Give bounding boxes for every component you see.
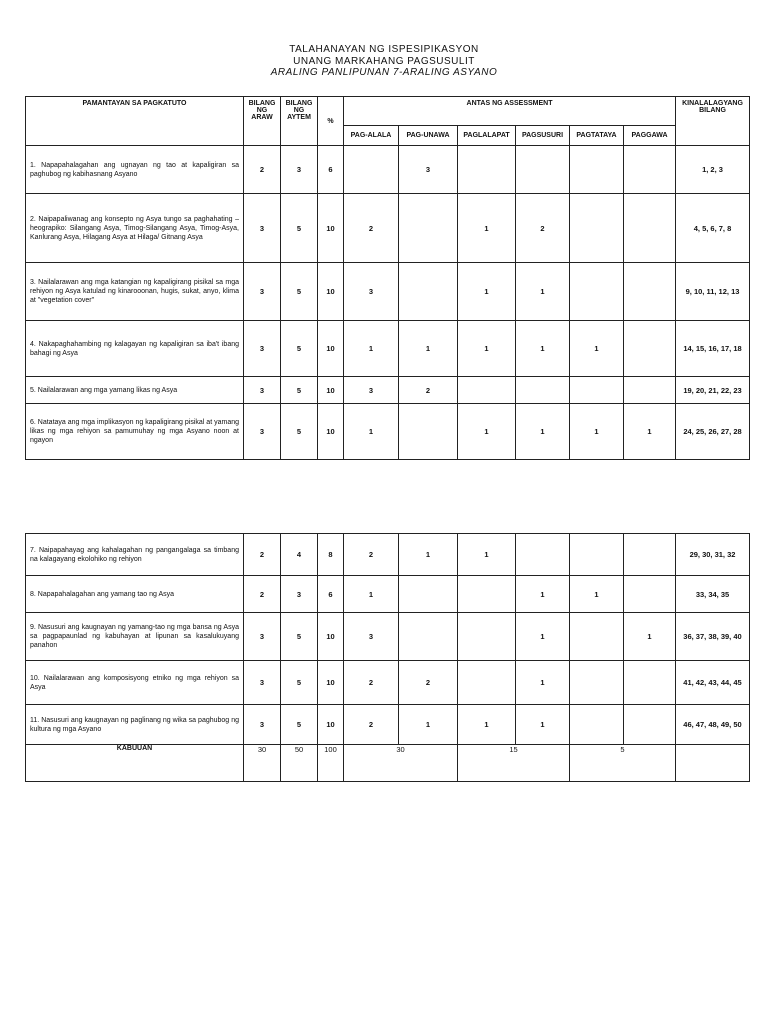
items-cell: 5	[281, 404, 318, 460]
days-cell: 3	[244, 263, 281, 321]
placement-cell: 41, 42, 43, 44, 45	[676, 661, 750, 705]
level-cell: 1	[516, 705, 570, 745]
percent-cell: 10	[318, 377, 344, 404]
table-row	[26, 194, 750, 263]
total-items: 50	[281, 745, 318, 782]
total-label: KABUUAN	[26, 745, 244, 782]
course-title: ARALING PANLIPUNAN 7-ARALING ASYANO	[270, 67, 498, 78]
percent-cell: 10	[318, 321, 344, 377]
level-cell: 1	[458, 404, 516, 460]
competency-cell: 7. Naipapahayag ang kahalagahan ng pangangalaga sa timbang na kalagayang ekolohiko ng rehiyon	[26, 534, 244, 576]
level-cell	[399, 194, 458, 263]
specification-table-part-2	[25, 533, 750, 782]
total-group-evaluate-create: 5	[570, 745, 676, 782]
items-cell: 5	[281, 661, 318, 705]
col-header-competency: PAMANTAYAN SA PAGKATUTO	[26, 97, 244, 146]
level-cell	[458, 146, 516, 194]
level-cell	[458, 576, 516, 613]
level-cell	[624, 146, 676, 194]
level-cell: 1	[458, 534, 516, 576]
table-row	[26, 661, 750, 705]
level-cell	[458, 661, 516, 705]
placement-cell: 14, 15, 16, 17, 18	[676, 321, 750, 377]
percent-cell: 10	[318, 194, 344, 263]
table-row	[26, 146, 750, 194]
document-header	[0, 44, 768, 79]
level-cell	[570, 613, 624, 661]
level-cell	[570, 534, 624, 576]
competency-cell: 1. Napapahalagahan ang ugnayan ng tao at kapaligiran sa paghubog ng kabihasnang Asyano	[26, 146, 244, 194]
days-cell: 3	[244, 705, 281, 745]
level-cell: 1	[458, 194, 516, 263]
level-cell: 1	[344, 404, 399, 460]
level-header: PAGTATAYA	[570, 126, 624, 146]
percent-cell: 6	[318, 576, 344, 613]
level-cell: 1	[516, 404, 570, 460]
level-header: PAGGAWA	[624, 126, 676, 146]
level-cell	[624, 377, 676, 404]
total-percent: 100	[318, 745, 344, 782]
level-cell	[399, 404, 458, 460]
document-title: TALAHANAYAN NG ISPESIPIKASYON	[289, 44, 479, 55]
level-header: PAGSUSURI	[516, 126, 570, 146]
competency-cell: 4. Nakapaghahambing ng kalagayan ng kapaligiran sa iba't ibang bahagi ng Asya	[26, 321, 244, 377]
level-cell	[399, 576, 458, 613]
table-row	[26, 404, 750, 460]
placement-cell: 46, 47, 48, 49, 50	[676, 705, 750, 745]
total-row	[26, 745, 750, 782]
level-cell: 1	[624, 613, 676, 661]
percent-cell: 10	[318, 613, 344, 661]
level-cell: 1	[516, 613, 570, 661]
document-subtitle: UNANG MARKAHANG PAGSUSULIT	[293, 55, 475, 67]
percent-cell: 8	[318, 534, 344, 576]
level-cell	[516, 534, 570, 576]
level-cell	[516, 377, 570, 404]
level-cell: 1	[458, 263, 516, 321]
table-row	[26, 263, 750, 321]
percent-cell: 6	[318, 146, 344, 194]
col-header-days: BILANG NG ARAW	[244, 97, 281, 146]
level-cell: 1	[516, 576, 570, 613]
level-cell: 2	[344, 534, 399, 576]
level-cell	[570, 705, 624, 745]
competency-cell: 6. Natataya ang mga implikasyon ng kapaligirang pisikal at yamang likas ng mga rehiyon sa pamumuhay ng mga Asyano noon at ngayon	[26, 404, 244, 460]
level-cell	[624, 576, 676, 613]
level-cell	[458, 377, 516, 404]
days-cell: 3	[244, 404, 281, 460]
level-cell: 1	[570, 404, 624, 460]
days-cell: 3	[244, 194, 281, 263]
placement-cell: 36, 37, 38, 39, 40	[676, 613, 750, 661]
level-cell	[624, 194, 676, 263]
level-cell: 2	[399, 661, 458, 705]
total-group-apply-analyze: 15	[458, 745, 570, 782]
items-cell: 4	[281, 534, 318, 576]
days-cell: 2	[244, 576, 281, 613]
days-cell: 3	[244, 377, 281, 404]
percent-cell: 10	[318, 661, 344, 705]
days-cell: 2	[244, 534, 281, 576]
placement-cell: 29, 30, 31, 32	[676, 534, 750, 576]
total-days: 30	[244, 745, 281, 782]
table-row	[26, 534, 750, 576]
table-row	[26, 321, 750, 377]
level-cell	[399, 263, 458, 321]
level-header: PAG-UNAWA	[399, 126, 458, 146]
level-cell	[624, 534, 676, 576]
col-header-assessment: ANTAS NG ASSESSMENT	[344, 97, 676, 126]
competency-cell: 11. Nasusuri ang kaugnayan ng paglinang ng wika sa paghubog ng kultura ng mga Asyano	[26, 705, 244, 745]
level-cell: 1	[570, 576, 624, 613]
level-cell: 2	[344, 661, 399, 705]
level-cell: 1	[516, 661, 570, 705]
days-cell: 3	[244, 613, 281, 661]
total-placement-empty	[676, 745, 750, 782]
percent-cell: 10	[318, 404, 344, 460]
level-cell	[570, 377, 624, 404]
items-cell: 5	[281, 613, 318, 661]
level-cell	[458, 613, 516, 661]
level-cell	[624, 705, 676, 745]
specification-table-part-1	[25, 96, 750, 460]
days-cell: 3	[244, 661, 281, 705]
percent-cell: 10	[318, 705, 344, 745]
level-cell: 1	[570, 321, 624, 377]
level-cell	[344, 146, 399, 194]
level-header: PAG-ALALA	[344, 126, 399, 146]
items-cell: 5	[281, 263, 318, 321]
col-header-placement: KINALALAGYANG BILANG	[676, 97, 750, 146]
level-cell: 1	[516, 263, 570, 321]
level-cell	[624, 263, 676, 321]
level-cell	[570, 661, 624, 705]
level-header: PAGLALAPAT	[458, 126, 516, 146]
placement-cell: 1, 2, 3	[676, 146, 750, 194]
placement-cell: 33, 34, 35	[676, 576, 750, 613]
level-cell	[624, 321, 676, 377]
competency-cell: 2. Naipapaliwanag ang konsepto ng Asya tungo sa paghahating –heograpiko: Silangang Asya, Timog-Silangang Asya, Timog-Asya, Kanlurang Asya, Hilagang Asya at Hilaga/ Gitnang Asya	[26, 194, 244, 263]
level-cell: 1	[399, 534, 458, 576]
level-cell: 3	[344, 263, 399, 321]
competency-cell: 9. Nasusuri ang kaugnayan ng yamang-tao ng mga bansa ng Asya sa pagpapaunlad ng kabuhayan at lipunan sa kasalukuyang panahon	[26, 613, 244, 661]
level-cell: 1	[458, 321, 516, 377]
level-cell: 1	[344, 576, 399, 613]
level-cell: 2	[399, 377, 458, 404]
items-cell: 5	[281, 377, 318, 404]
table-row	[26, 377, 750, 404]
level-cell	[624, 661, 676, 705]
col-header-percent: %	[318, 97, 344, 146]
placement-cell: 4, 5, 6, 7, 8	[676, 194, 750, 263]
level-cell: 1	[399, 321, 458, 377]
items-cell: 3	[281, 576, 318, 613]
level-cell: 1	[344, 321, 399, 377]
table-row	[26, 705, 750, 745]
items-cell: 5	[281, 321, 318, 377]
items-cell: 3	[281, 146, 318, 194]
level-cell	[399, 613, 458, 661]
placement-cell: 9, 10, 11, 12, 13	[676, 263, 750, 321]
competency-cell: 5. Nailalarawan ang mga yamang likas ng Asya	[26, 377, 244, 404]
competency-cell: 3. Nailalarawan ang mga katangian ng kapaligirang pisikal sa mga rehiyon ng Asya katulad ng kinarooonan, hugis, sukat, anyo, klima at "vegetation cover"	[26, 263, 244, 321]
level-cell	[570, 194, 624, 263]
placement-cell: 24, 25, 26, 27, 28	[676, 404, 750, 460]
days-cell: 3	[244, 321, 281, 377]
table-row	[26, 576, 750, 613]
placement-cell: 19, 20, 21, 22, 23	[676, 377, 750, 404]
table-row	[26, 613, 750, 661]
level-cell: 3	[344, 377, 399, 404]
level-cell	[570, 146, 624, 194]
level-cell: 1	[516, 321, 570, 377]
level-cell: 2	[344, 705, 399, 745]
percent-cell: 10	[318, 263, 344, 321]
items-cell: 5	[281, 705, 318, 745]
days-cell: 2	[244, 146, 281, 194]
level-cell	[570, 263, 624, 321]
level-cell: 1	[399, 705, 458, 745]
level-cell: 3	[399, 146, 458, 194]
level-cell: 2	[344, 194, 399, 263]
level-cell: 2	[516, 194, 570, 263]
col-header-items: BILANG NG AYTEM	[281, 97, 318, 146]
level-cell: 1	[624, 404, 676, 460]
items-cell: 5	[281, 194, 318, 263]
level-cell	[516, 146, 570, 194]
competency-cell: 10. Nailalarawan ang komposisyong etniko ng mga rehiyon sa Asya	[26, 661, 244, 705]
competency-cell: 8. Napapahalagahan ang yamang tao ng Asya	[26, 576, 244, 613]
total-group-remember-understand: 30	[344, 745, 458, 782]
level-cell: 3	[344, 613, 399, 661]
level-cell: 1	[458, 705, 516, 745]
